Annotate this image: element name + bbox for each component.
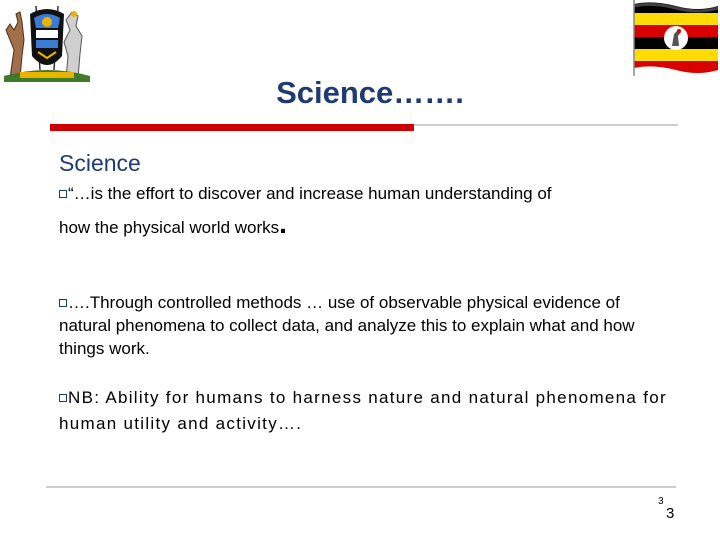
uganda-flag-icon	[632, 0, 720, 76]
title-divider	[50, 121, 680, 133]
slide-title: Science…….	[276, 75, 464, 110]
paragraph-text: NB: Ability for humans to harness nature and natural phenomena for human utility and activity….	[59, 388, 667, 433]
paragraph-definition-line1	[59, 183, 669, 205]
paragraph-text: “…is the effort to discover and increase human understanding of	[68, 184, 552, 203]
paragraph-period: .	[279, 208, 287, 239]
page-number-superscript: 3	[658, 496, 664, 507]
paragraph-text: how the physical world works	[59, 218, 280, 237]
page-number: 3	[666, 505, 675, 522]
square-bullet-icon	[59, 299, 67, 307]
footer-divider	[46, 485, 678, 489]
paragraph-text: ….Through controlled methods … use of observable physical evidence of natural phenomena to collect data, and analyze this to explain what and how things work.	[59, 293, 635, 358]
square-bullet-icon	[59, 190, 67, 198]
section-heading: Science	[59, 150, 141, 176]
paragraph-note	[59, 385, 679, 437]
paragraph-methods	[59, 291, 669, 360]
paragraph-definition-line2	[59, 208, 669, 242]
square-bullet-icon	[59, 394, 67, 402]
uganda-coat-of-arms-icon	[0, 0, 94, 84]
